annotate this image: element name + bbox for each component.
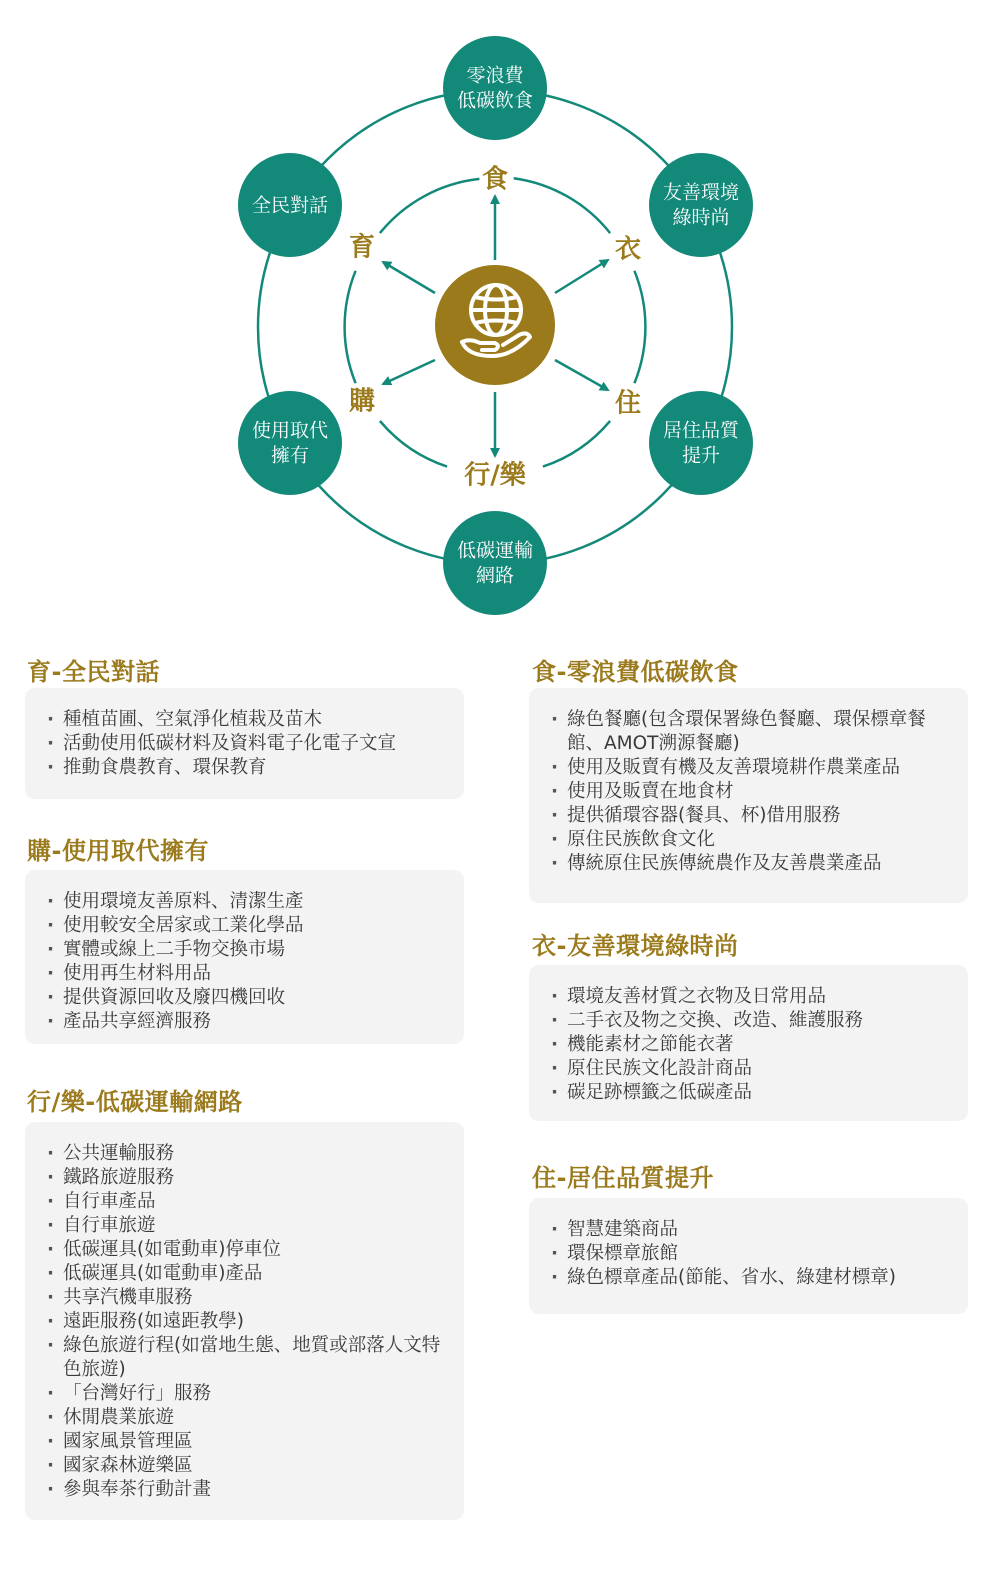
card-food: [529, 688, 968, 903]
card-clothing: [529, 965, 968, 1121]
svg-text:居住品質: 居住品質: [662, 419, 740, 442]
list-item: · 綠色標章產品(節能、省水、綠建材標章): [549, 1266, 948, 1290]
svg-text:使用取代: 使用取代: [251, 419, 329, 442]
list-item: · 共享汽機車服務: [45, 1286, 444, 1310]
list-item: · 使用環境友善原料、清潔生產: [45, 890, 444, 914]
list-item: · 機能素材之節能衣著: [549, 1033, 948, 1057]
list-item: · 自行車旅遊: [45, 1214, 444, 1238]
svg-text:友善環境: 友善環境: [662, 181, 740, 204]
category-food: 食: [481, 164, 509, 195]
node-bottom: [443, 511, 547, 615]
lifestyle-cycle-diagram: [0, 0, 1000, 620]
list-item: · 低碳運具(如電動車)產品: [45, 1262, 444, 1286]
list-item: · 綠色旅遊行程(如當地生態、地質或部落人文特色旅遊): [45, 1334, 444, 1382]
svg-text:提升: 提升: [681, 444, 721, 467]
list-item: · 國家森林遊樂區: [45, 1454, 444, 1478]
list-item: · 環保標章旅館: [549, 1242, 948, 1266]
list-item: · 使用及販賣在地食材: [549, 780, 948, 804]
svg-text:網路: 網路: [475, 564, 515, 587]
list-item: · 傳統原住民族傳統農作及友善農業產品: [549, 852, 948, 876]
list-item: · 原住民族文化設計商品: [549, 1057, 948, 1081]
card-education: [25, 688, 464, 799]
section-title-housing: 住-居住品質提升: [532, 1164, 714, 1192]
list-item: · 原住民族飲食文化: [549, 828, 948, 852]
list-item: · 休閒農業旅遊: [45, 1406, 444, 1430]
list-item: · 公共運輸服務: [45, 1142, 444, 1166]
svg-text:零浪費: 零浪費: [466, 64, 524, 87]
list-item: · 提供循環容器(餐具、杯)借用服務: [549, 804, 948, 828]
list-item: · 推動食農教育、環保教育: [45, 756, 444, 780]
section-title-purchase: 購-使用取代擁有: [27, 837, 209, 865]
list-item: · 國家風景管理區: [45, 1430, 444, 1454]
list-item: · 環境友善材質之衣物及日常用品: [549, 985, 948, 1009]
node-upper-right: [649, 153, 753, 257]
list-item: · 活動使用低碳材料及資料電子化電子文宣: [45, 732, 444, 756]
list-item: · 種植苗圃、空氣淨化植栽及苗木: [45, 708, 444, 732]
list-item: · 產品共享經濟服務: [45, 1010, 444, 1034]
category-purchase: 購: [348, 386, 376, 417]
category-housing: 住: [614, 388, 642, 419]
list-item: · 使用及販賣有機及友善環境耕作農業產品: [549, 756, 948, 780]
section-title-transport: 行/樂-低碳運輸網路: [27, 1088, 243, 1116]
list-item: · 綠色餐廳(包含環保署綠色餐廳、環保標章餐館、AMOT溯源餐廳): [549, 708, 948, 756]
svg-text:擁有: 擁有: [270, 444, 310, 467]
section-title-clothing: 衣-友善環境綠時尚: [532, 932, 739, 960]
node-lower-left: [238, 391, 342, 495]
category-clothing: 衣: [614, 234, 642, 265]
node-lower-right: [649, 391, 753, 495]
svg-text:全民對話: 全民對話: [251, 194, 329, 217]
card-housing: [529, 1198, 968, 1314]
node-upper-left: [238, 153, 342, 257]
section-title-education: 育-全民對話: [27, 658, 160, 686]
list-item: · 使用較安全居家或工業化學品: [45, 914, 444, 938]
svg-text:低碳飲食: 低碳飲食: [456, 89, 534, 112]
list-item: · 自行車產品: [45, 1190, 444, 1214]
list-item: · 智慧建築商品: [549, 1218, 948, 1242]
list-item: · 「台灣好行」服務: [45, 1382, 444, 1406]
list-item: · 參與奉茶行動計畫: [45, 1478, 444, 1502]
section-title-food: 食-零浪費低碳飲食: [532, 658, 739, 686]
list-item: · 碳足跡標籤之低碳產品: [549, 1081, 948, 1105]
list-item: · 低碳運具(如電動車)停車位: [45, 1238, 444, 1262]
list-item: · 使用再生材料用品: [45, 962, 444, 986]
center-emblem: [435, 265, 555, 385]
list-item: · 實體或線上二手物交換市場: [45, 938, 444, 962]
category-transport: 行/樂: [464, 460, 526, 491]
card-transport: [25, 1122, 464, 1520]
list-item: · 鐵路旅遊服務: [45, 1166, 444, 1190]
list-item: · 二手衣及物之交換、改造、維護服務: [549, 1009, 948, 1033]
svg-text:低碳運輸: 低碳運輸: [456, 539, 534, 562]
node-top: [443, 36, 547, 140]
category-education: 育: [348, 232, 376, 263]
list-item: · 提供資源回收及廢四機回收: [45, 986, 444, 1010]
svg-text:綠時尚: 綠時尚: [672, 206, 730, 229]
list-item: · 遠距服務(如遠距教學): [45, 1310, 444, 1334]
card-purchase: [25, 870, 464, 1044]
